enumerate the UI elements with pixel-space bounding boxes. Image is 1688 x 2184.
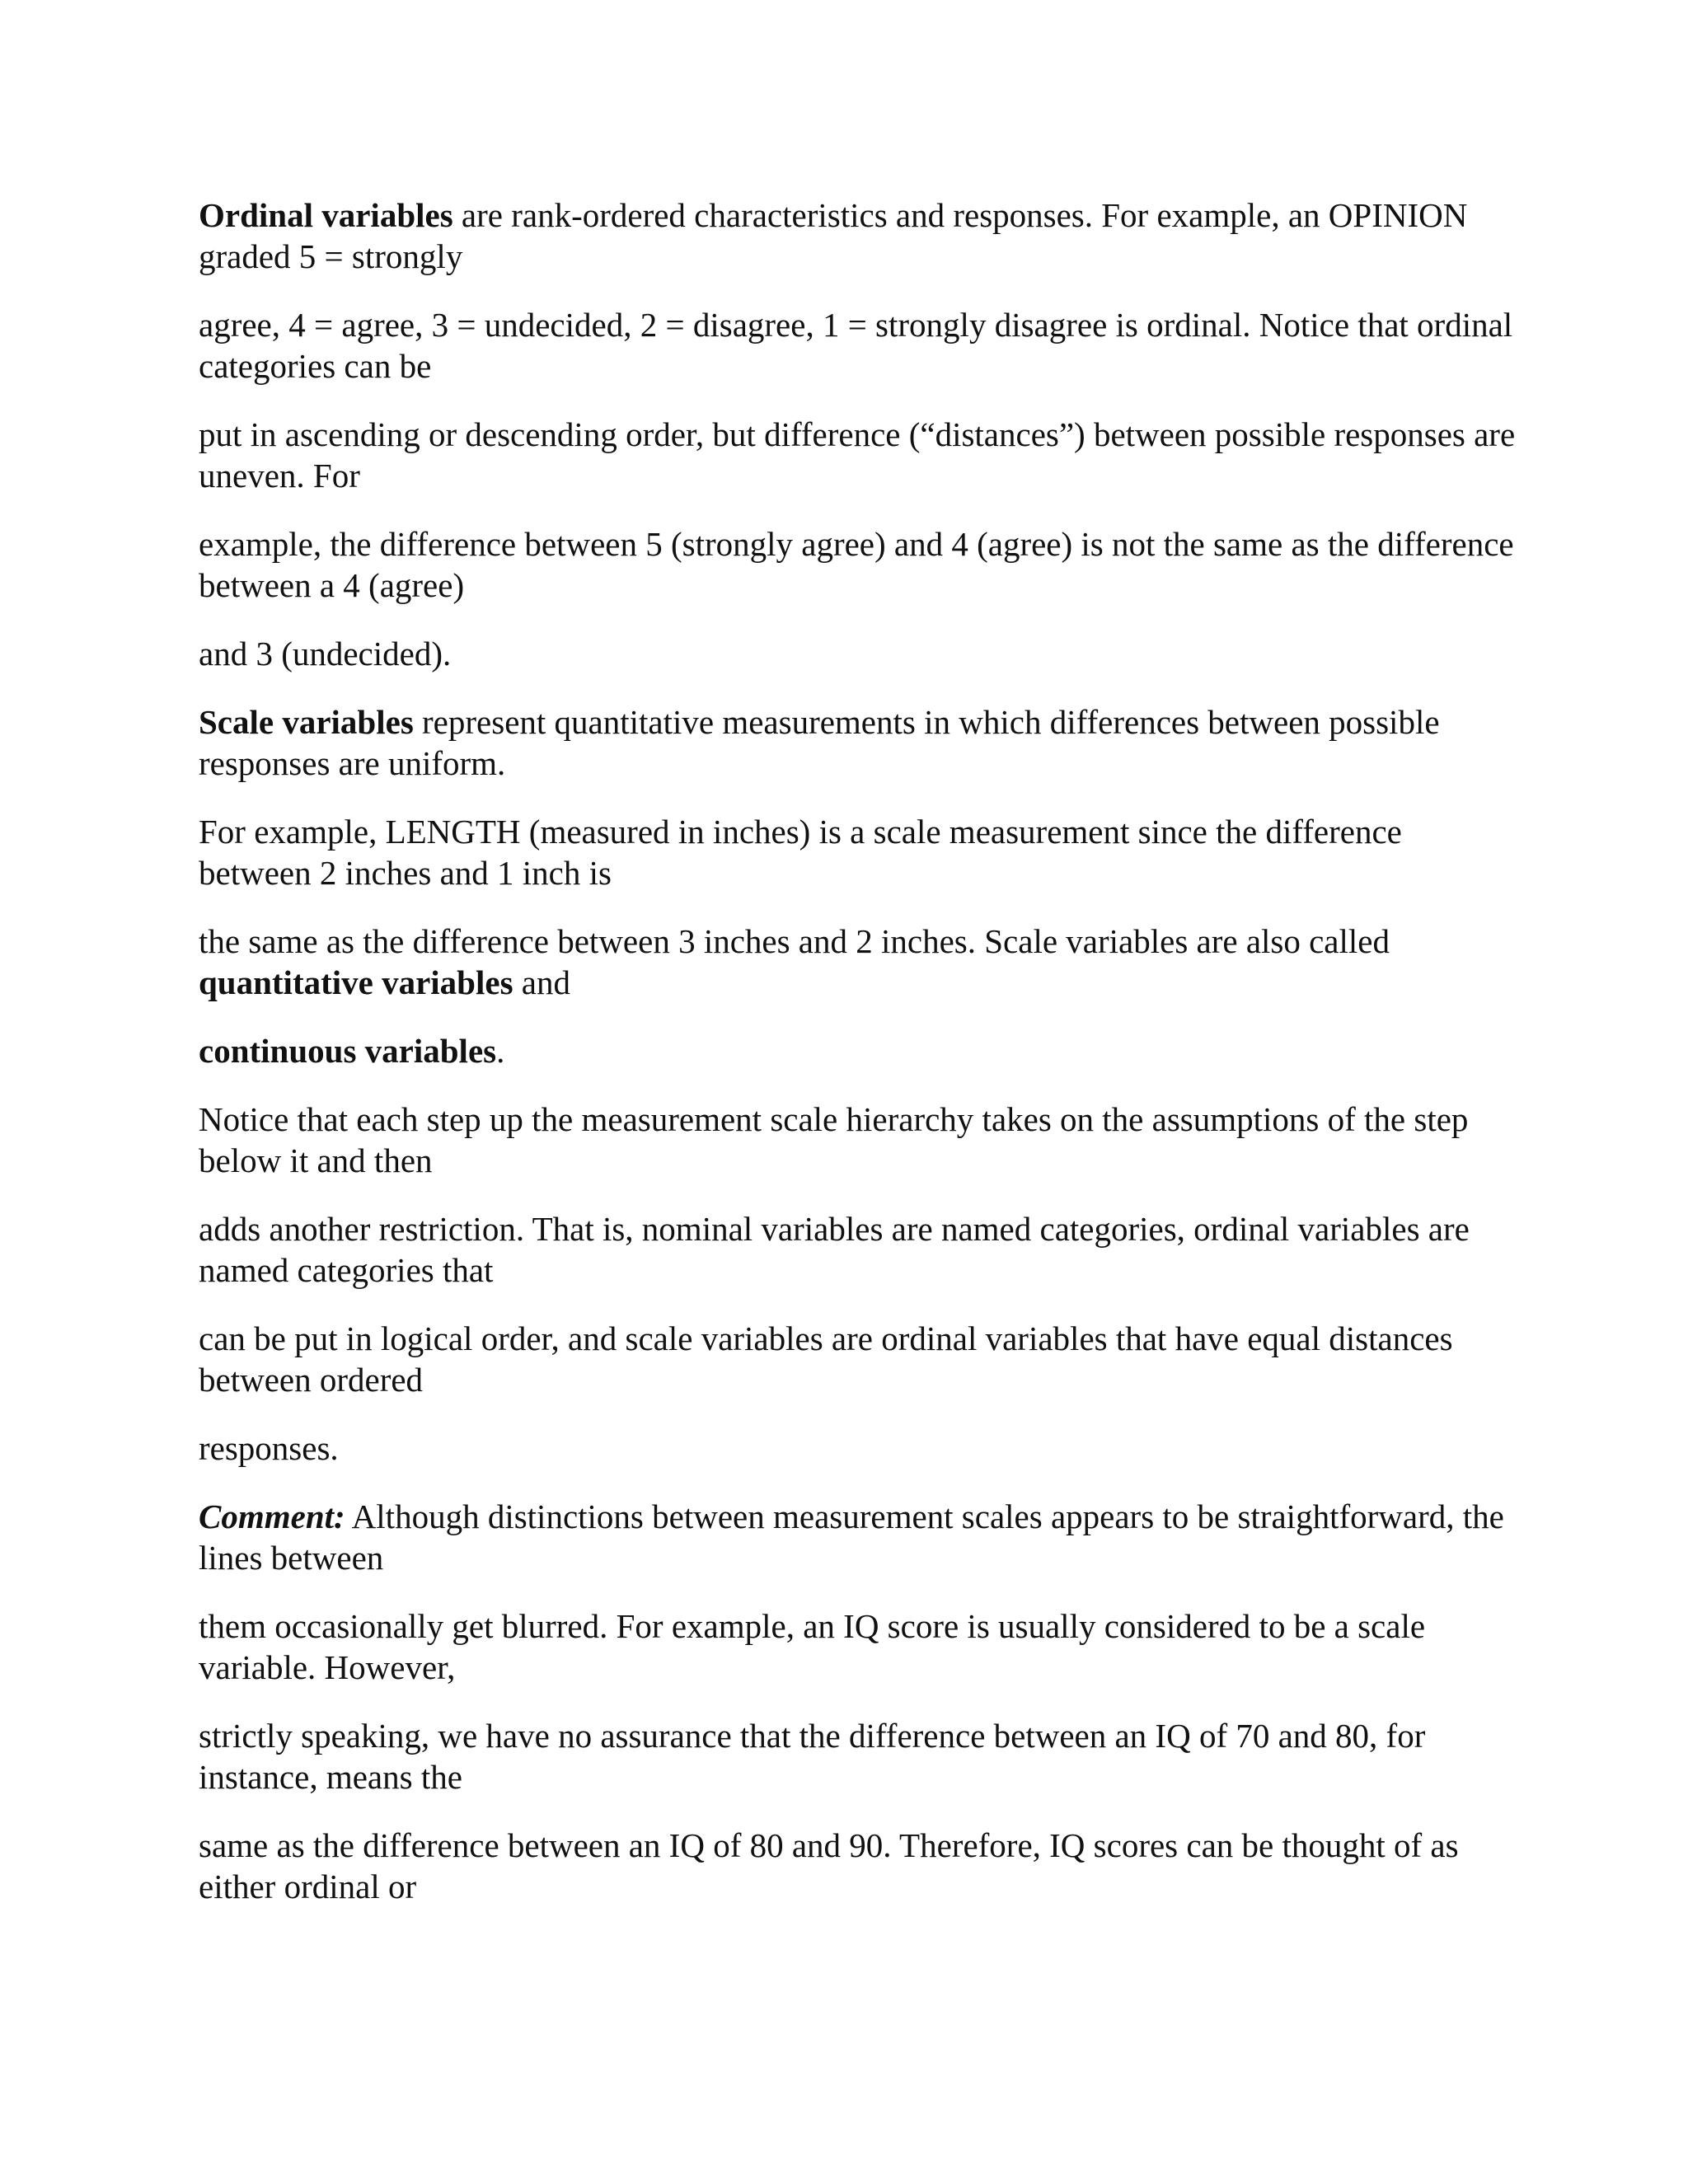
text-run: can be put in logical order, and scale variables are ordinal variables that have equal distances between ordered [199, 1319, 1453, 1399]
comment-label: Comment: [199, 1497, 345, 1535]
text-run: . [496, 1032, 505, 1070]
text-run: adds another restriction. That is, nominal variables are named categories, ordinal variables are named categories that [199, 1210, 1470, 1289]
paragraph [199, 1825, 1517, 1907]
paragraph [199, 1030, 1517, 1071]
text-run: the same as the difference between 3 inches and 2 inches. Scale variables are also called [199, 922, 1390, 960]
paragraph [199, 701, 1517, 784]
text-run: strictly speaking, we have no assurance that the difference between an IQ of 70 and 80, for instance, means the [199, 1717, 1426, 1796]
term-quantitative-variables: quantitative variables [199, 963, 513, 1001]
paragraph [199, 633, 1517, 674]
paragraph [199, 304, 1517, 387]
text-run: represent quantitative measurements in which differences between possible responses are uniform. [199, 703, 1440, 782]
text-run: For example, LENGTH (measured in inches) is a scale measurement since the difference between 2 inches and 1 inch is [199, 813, 1402, 892]
term-ordinal-variables: Ordinal variables [199, 196, 453, 234]
text-run: Notice that each step up the measurement scale hierarchy takes on the assumptions of the step below it and then [199, 1100, 1469, 1179]
paragraph [199, 194, 1517, 277]
paragraph [199, 414, 1517, 496]
text-run: Although distinctions between measurement scales appears to be straightforward, the lines between [199, 1497, 1504, 1577]
text-run: and 3 (undecided). [199, 635, 452, 673]
text-run: same as the difference between an IQ of 80 and 90. Therefore, IQ scores can be thought of as either ordinal or [199, 1826, 1459, 1905]
paragraph [199, 1318, 1517, 1400]
term-scale-variables: Scale variables [199, 703, 414, 741]
paragraph [199, 1099, 1517, 1181]
paragraph [199, 1496, 1517, 1578]
paragraph [199, 811, 1517, 893]
text-run: them occasionally get blurred. For example, an IQ score is usually considered to be a scale variable. However, [199, 1607, 1426, 1686]
paragraph [199, 1605, 1517, 1688]
text-run: and [513, 963, 570, 1001]
text-run: are rank-ordered characteristics and responses. For example, an OPINION graded 5 = strongly [199, 196, 1468, 275]
paragraph [199, 1208, 1517, 1291]
document-body [199, 194, 1517, 1934]
paragraph [199, 921, 1517, 1003]
text-run: agree, 4 = agree, 3 = undecided, 2 = disagree, 1 = strongly disagree is ordinal. Notice that ordinal categories can be [199, 306, 1513, 385]
text-run: responses. [199, 1429, 339, 1467]
text-run: put in ascending or descending order, but difference (“distances”) between possible responses are uneven. For [199, 415, 1516, 494]
text-run: example, the difference between 5 (strongly agree) and 4 (agree) is not the same as the difference between a 4 (agree) [199, 525, 1514, 604]
paragraph [199, 1427, 1517, 1469]
term-continuous-variables: continuous variables [199, 1032, 497, 1070]
paragraph [199, 1715, 1517, 1797]
paragraph [199, 523, 1517, 606]
